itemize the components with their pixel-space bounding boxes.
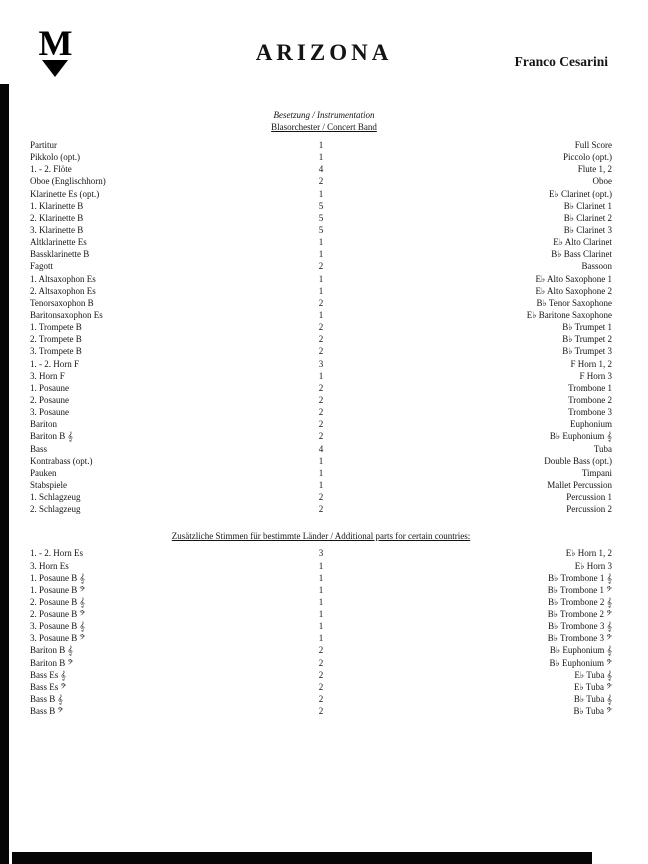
instrument-name-de: Bass Es 𝄞 [30,669,66,680]
part-quantity: 1 [318,455,324,466]
instrument-row [30,491,612,503]
instrument-name-de: Tenorsaxophon B [30,297,94,308]
instrument-name-de: 1. Posaune B 𝄢 [30,584,86,595]
instrument-row [30,455,612,467]
instrument-name-en: E♭ Horn 3 [574,560,612,571]
instrument-name-de: Bass B 𝄞 [30,694,63,705]
instrument-name-en: Trombone 3 [568,407,612,418]
instrument-name-en: B♭ Tenor Saxophone [536,297,612,308]
instrument-name-de: Bariton B 𝄞 [30,431,73,442]
instrument-row [30,370,612,382]
instrument-name-en: Timpani [581,467,612,478]
part-quantity: 2 [318,492,324,503]
part-quantity: 4 [318,443,324,454]
instrument-name-en: F Horn 1, 2 [570,358,612,369]
instrument-name-de: 1. Posaune [30,382,69,393]
instrument-name-en: Oboe [592,176,612,187]
instrument-name-de: 2. Altsaxophon Es [30,285,96,296]
instrument-name-en: Tuba [593,443,612,454]
part-quantity: 1 [318,633,324,644]
instrument-name-de: Bariton B 𝄢 [30,657,74,668]
instrument-row [30,693,612,705]
instrument-row [30,608,612,620]
instrument-name-en: B♭ Bass Clarinet [551,249,612,260]
instrument-name-en: Full Score [574,140,612,150]
instrument-row [30,224,612,236]
instrument-row [30,705,612,717]
instrument-row [30,669,612,681]
instrument-name-de: 3. Trompete B [30,346,82,357]
instrument-row [30,236,612,248]
part-quantity: 2 [318,407,324,418]
part-quantity: 1 [318,584,324,595]
instrument-name-de: Oboe (Englischhorn) [30,176,106,187]
instrument-row [30,406,612,418]
part-quantity: 2 [318,176,324,187]
instrument-name-en: B♭ Trumpet 3 [562,346,612,357]
instrument-row [30,596,612,608]
instrument-row [30,188,612,200]
instrument-name-de: 2. Posaune [30,394,69,405]
instrument-row [30,212,612,224]
part-quantity: 5 [318,200,324,211]
instrument-name-de: Stabspiele [30,479,67,490]
instrument-row [30,200,612,212]
instrument-name-de: 2. Klarinette B [30,212,84,223]
part-quantity: 2 [318,261,324,272]
instrument-name-en: B♭ Trombone 2 𝄢 [547,609,612,620]
instrument-name-de: 3. Posaune [30,407,69,418]
instrument-name-de: 1. Posaune B 𝄞 [30,572,85,583]
instrument-name-de: 1. Schlagzeug [30,492,81,503]
instrument-name-de: 2. Schlagzeug [30,504,81,515]
instrument-name-en: E♭ Alto Clarinet [553,237,612,248]
instrument-name-en: B♭ Tuba 𝄞 [573,694,612,705]
instrument-name-en: E♭ Baritone Saxophone [526,309,612,320]
scan-edge-bottom [12,852,592,864]
part-quantity: 3 [318,548,324,559]
instrument-name-en: Trombone 2 [568,394,612,405]
instrument-name-de: Bassklarinette B [30,249,90,260]
instrument-name-en: E♭ Clarinet (opt.) [549,188,612,199]
instrument-name-de: Kontrabass (opt.) [30,455,93,466]
instrument-row [30,358,612,370]
instrument-row [30,309,612,321]
part-quantity: 1 [318,467,324,478]
part-quantity: 2 [318,297,324,308]
instrument-name-de: 1. - 2. Flöte [30,164,72,175]
instrument-row [30,163,612,175]
instrument-row [30,333,612,345]
part-quantity: 1 [318,479,324,490]
instrument-name-en: Piccolo (opt.) [563,152,612,163]
part-quantity: 1 [318,140,324,150]
instrument-name-de: Pauken [30,467,57,478]
instrument-name-en: Percussion 1 [566,492,612,503]
part-quantity: 2 [318,394,324,405]
part-quantity: 2 [318,504,324,515]
part-quantity: 2 [318,322,324,333]
part-quantity: 2 [318,382,324,393]
page-title: ARIZONA [255,40,393,65]
instrument-row [30,418,612,430]
instrument-row [30,151,612,163]
instrument-name-de: 1. Klarinette B [30,200,84,211]
part-quantity: 2 [318,669,324,680]
instrument-name-en: E♭ Alto Saxophone 2 [535,285,612,296]
instrument-name-en: B♭ Trumpet 2 [562,334,612,345]
instrument-row [30,139,612,151]
part-quantity: 2 [318,645,324,656]
instrument-name-en: Euphonium [570,419,612,430]
instrument-name-de: 1. Altsaxophon Es [30,273,96,284]
instrument-name-de: 3. Klarinette B [30,224,84,235]
part-quantity: 1 [318,309,324,320]
instrument-name-de: Bass Es 𝄢 [30,681,67,692]
instrument-name-de: 3. Posaune B 𝄢 [30,633,86,644]
instrument-name-en: E♭ Horn 1, 2 [565,548,612,559]
part-quantity: 1 [318,237,324,248]
instrument-name-de: Partitur [30,140,57,150]
part-quantity: 1 [318,370,324,381]
part-quantity: 2 [318,431,324,442]
instrumentation-caption: Besetzung / Instrumentation [273,110,375,120]
part-quantity: 1 [318,273,324,284]
instrument-name-de: 2. Posaune B 𝄢 [30,609,86,620]
instrument-name-en: B♭ Trombone 2 𝄞 [548,596,612,607]
part-quantity: 4 [318,164,324,175]
part-quantity: 1 [318,621,324,632]
part-quantity: 5 [318,224,324,235]
instrument-name-en: Percussion 2 [566,504,612,515]
instrument-name-en: B♭ Clarinet 1 [563,200,612,211]
instrument-name-en: B♭ Clarinet 2 [563,212,612,223]
part-quantity: 1 [318,560,324,571]
instrument-name-de: Bass [30,443,48,454]
instrument-row [30,260,612,272]
part-quantity: 3 [318,358,324,369]
instrument-name-de: Fagott [30,261,54,272]
instrument-row [30,430,612,442]
composer-name: Franco Cesarini [514,54,608,69]
part-quantity: 1 [318,152,324,163]
instrument-name-en: E♭ Tuba 𝄞 [574,669,612,680]
ensemble-caption [0,122,648,132]
instrument-row [30,572,612,584]
part-quantity: 1 [318,572,324,583]
instrument-name-en: F Horn 3 [579,370,612,381]
logo-m-icon: M [38,23,72,63]
additional-parts-list [30,547,612,717]
instrument-name-de: 3. Posaune B 𝄞 [30,621,85,632]
instrument-name-en: B♭ Euphonium 𝄞 [549,645,612,656]
part-quantity: 1 [318,285,324,296]
instrument-name-en: E♭ Alto Saxophone 1 [535,273,612,284]
instrument-row [30,632,612,644]
instrument-name-de: Bass B 𝄢 [30,706,64,717]
instrument-name-de: Pikkolo (opt.) [30,152,81,163]
part-quantity: 2 [318,657,324,668]
instrument-name-de: Baritonsaxophon Es [30,309,103,320]
instrument-name-en: B♭ Tuba 𝄢 [573,706,612,717]
instrument-row [30,297,612,309]
main-parts-list [30,139,612,515]
instrument-row [30,560,612,572]
part-quantity: 1 [318,188,324,199]
instrument-name-en: B♭ Trombone 1 𝄢 [547,584,612,595]
additional-parts-caption [30,530,612,542]
instrument-name-en: B♭ Trombone 3 𝄢 [547,633,612,644]
instrument-row [30,467,612,479]
instrument-name-de: 2. Posaune B 𝄞 [30,596,85,607]
instrument-name-de: 1. - 2. Horn F [30,358,79,369]
instrument-name-en: E♭ Tuba 𝄢 [573,681,612,692]
instrument-name-en: B♭ Trombone 1 𝄞 [548,572,612,583]
instrument-name-de: Bariton B 𝄞 [30,645,73,656]
instrument-name-en: Mallet Percussion [547,479,612,490]
instrument-row [30,547,612,559]
instrument-name-en: Trombone 1 [568,382,612,393]
instrument-row [30,644,612,656]
additional-parts-caption-text: Zusätzliche Stimmen für bestimmte Länder / Additional parts for certain countries: [171,531,471,542]
instrument-row [30,345,612,357]
instrument-name-en: B♭ Euphonium 𝄢 [549,657,612,668]
instrument-name-en: Flute 1, 2 [577,164,612,175]
instrument-row [30,503,612,515]
instrument-name-de: Altklarinette Es [30,237,87,248]
instrument-name-de: 2. Trompete B [30,334,82,345]
instrument-row [30,273,612,285]
instrument-name-de: 3. Horn Es [30,560,69,571]
instrument-row [30,175,612,187]
instrument-row [30,584,612,596]
part-quantity: 1 [318,249,324,260]
instrument-name-en: Bassoon [581,261,612,272]
instrument-row [30,248,612,260]
ensemble-caption-text: Blasorchester / Concert Band [271,122,377,132]
instrument-row [30,620,612,632]
instrument-row [30,681,612,693]
instrument-name-de: Klarinette Es (opt.) [30,188,100,199]
part-quantity: 2 [318,694,324,705]
instrument-name-en: B♭ Clarinet 3 [563,224,612,235]
part-quantity: 2 [318,419,324,430]
part-quantity: 2 [318,334,324,345]
part-quantity: 1 [318,609,324,620]
instrumentation-table [30,139,612,717]
part-quantity: 2 [318,346,324,357]
instrument-name-en: B♭ Trumpet 1 [562,322,612,333]
instrument-name-en: B♭ Trombone 3 𝄞 [548,621,612,632]
instrument-name-de: 3. Horn F [30,370,65,381]
instrument-row [30,657,612,669]
instrument-row [30,479,612,491]
instrument-name-de: Bariton [30,419,57,430]
instrument-name-de: 1. - 2. Horn Es [30,548,83,559]
part-quantity: 2 [318,681,324,692]
scan-edge-left [0,84,9,864]
part-quantity: 5 [318,212,324,223]
instrument-row [30,321,612,333]
instrument-row [30,443,612,455]
instrument-row [30,394,612,406]
instrument-row [30,382,612,394]
instrument-row [30,285,612,297]
instrument-name-de: 1. Trompete B [30,322,82,333]
part-quantity: 2 [318,706,324,717]
instrument-name-en: B♭ Euphonium 𝄞 [549,431,612,442]
instrument-name-en: Double Bass (opt.) [544,455,612,466]
part-quantity: 1 [318,596,324,607]
